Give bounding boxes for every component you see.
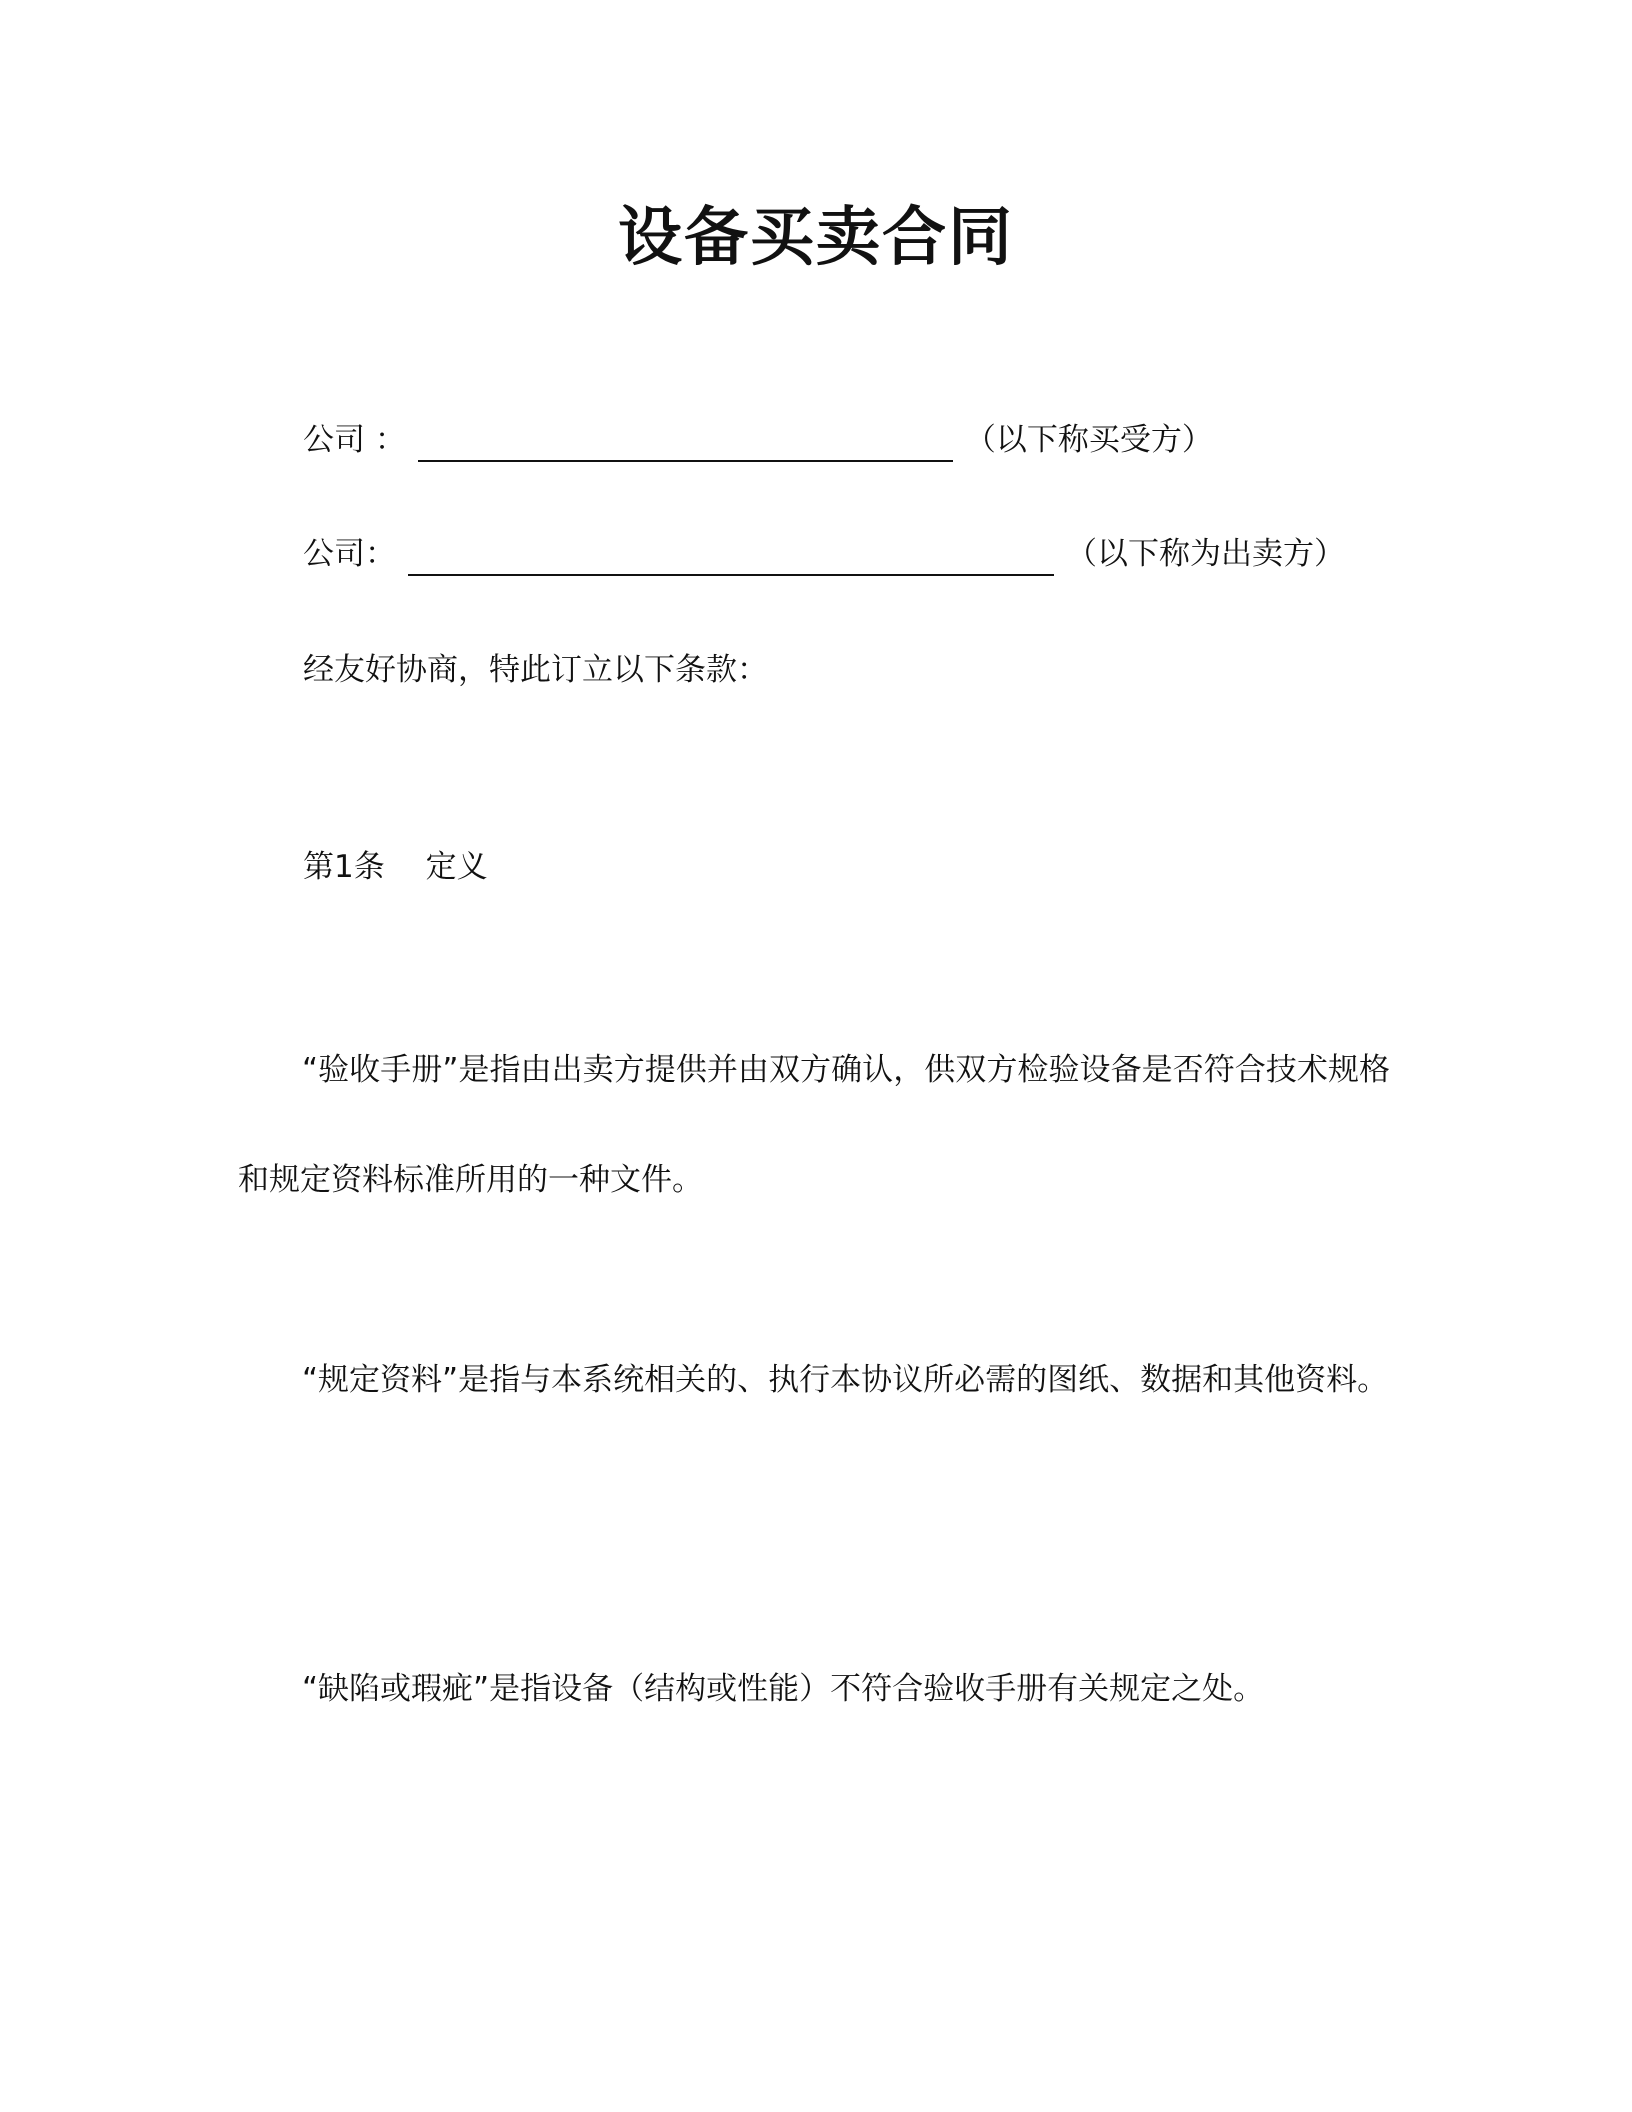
seller-line: [303, 532, 1345, 576]
seller-label: 公司：: [303, 536, 396, 572]
preamble: 经友好协商，特此订立以下条款：: [303, 652, 768, 688]
article-1-heading: 第1条 定义: [303, 849, 488, 885]
buyer-label: 公司 ：: [303, 422, 406, 458]
buyer-name-blank[interactable]: [418, 430, 953, 462]
buyer-suffix: （以下称买受方）: [964, 422, 1213, 458]
seller-suffix: （以下称为出卖方）: [1066, 536, 1345, 572]
page-title: 设备买卖合同: [618, 201, 1014, 275]
definition-defects: “缺陷或瑕疵”是指设备（结构或性能）不符合验收手册有关规定之处。: [302, 1671, 1265, 1707]
definition-specified-materials: “规定资料”是指与本系统相关的、执行本协议所必需的图纸、数据和其他资料。: [302, 1362, 1389, 1398]
buyer-line: [303, 418, 1213, 462]
definition-acceptance-manual: “验收手册”是指由出卖方提供并由双方确认，供双方检验设备是否符合技术规格和规定资料标准所用的一种文件。: [238, 1052, 1390, 1198]
seller-name-blank[interactable]: [408, 544, 1054, 576]
